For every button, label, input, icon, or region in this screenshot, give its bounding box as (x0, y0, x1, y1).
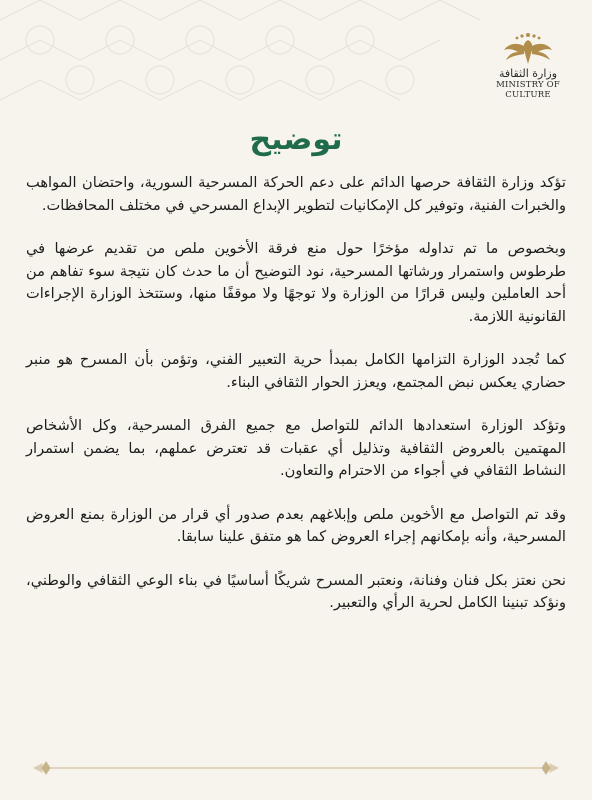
paragraph: وقد تم التواصل مع الأخوين ملص وإبلاغهم بعدم صدور أي قرار من الوزارة بمنع العروض المسرحية، وأنه بإمكانهم إجراء العروض كما هو متفق علينا سابقا. (26, 505, 566, 545)
ornament-divider-icon (20, 760, 572, 776)
logo-english-text: MINISTRY OF CULTURE (496, 80, 560, 100)
eagle-emblem-icon (502, 30, 554, 66)
page-title: توضيح (249, 122, 343, 157)
statement-body (26, 172, 566, 636)
paragraph: وبخصوص ما تم تداوله مؤخرًا حول منع فرقة الأخوين ملص من تقديم عرضها في طرطوس واستمرار ورشاتها المسرحية، نود التوضيح أن ما حدث كان نتيجة سوء تفاهم من أحد العاملين وليس قرارًا من الوزارة ولا توجهًا ولا موقفًا منها، وستتخذ الوزارة الإجراءات القانونية اللازمة. (26, 240, 566, 325)
paragraph: تؤكد وزارة الثقافة حرصها الدائم على دعم الحركة المسرحية السورية، واحتضان المواهب والخبرات الفنية، وتوفير كل الإمكانيات لتطوير الإبداع المسرحي في مختلف المحافظات. (26, 174, 566, 214)
logo-arabic-text: وزارة الثقافة (498, 67, 558, 80)
paragraph: كما تُجدد الوزارة التزامها الكامل بمبدأ حرية التعبير الفني، وتؤمن بأن المسرح هو منبر حضاري يعكس نبض المجتمع، ويعزز الحوار الثقافي البناء. (26, 351, 566, 391)
paragraph: نحن نعتز بكل فنان وفنانة، ونعتبر المسرح شريكًا أساسيًا في بناء الوعي الثقافي والوطني، ونؤكد تبنينا الكامل لحرية الرأي والتعبير. (26, 571, 566, 611)
ministry-logo (478, 30, 578, 102)
paragraph: وتؤكد الوزارة استعدادها الدائم للتواصل مع جميع الفرق المسرحية، وكل الأشخاص المهتمين بالعروض الثقافية وتذليل أي عقبات قد تعترض عملهم، بما يضمن استمرار النشاط الثقافي في أجواء من الاحترام والتعاون. (26, 417, 566, 479)
